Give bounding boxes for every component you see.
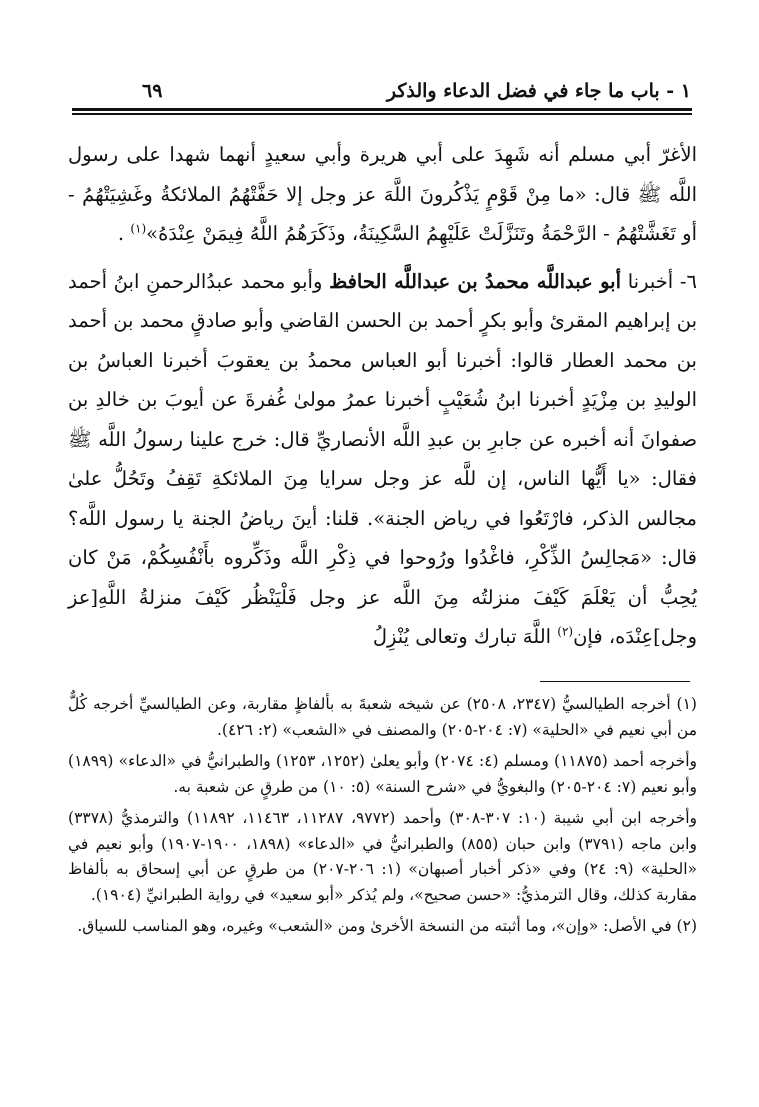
paragraph-hadith-5-end (68, 135, 697, 254)
footnote-1-part-2: وأخرجه أحمد (١١٨٧٥) ومسلم (٤: ٢٠٧٤) وأبو يعلىٰ (١٢٥٢، ١٢٥٣) والطبرانيُّ في «الدعاء» (١٨٩٩) وأبو نعيم (٧: ٢٠٤-٢٠٥) والبغويُّ في «شرح السنة» (٥: ١٠) من طرقٍ عن شعبة به. (68, 752, 697, 796)
main-text (68, 135, 697, 657)
footnote-ref-2[interactable]: (٢) (557, 624, 574, 639)
footnotes (68, 692, 697, 946)
footnote-2: (٢) في الأصل: «وإن»، وما أثبته من النسخة الأخرىٰ ومن «الشعب» وغيره، وهو المناسب للسياق. (77, 917, 697, 935)
paragraph-end: . (117, 222, 131, 245)
footnote-1-part-3: وأخرجه ابن أبي شيبة (١٠: ٣٠٧-٣٠٨) وأحمد (٩٧٧٢، ١١٢٨٧، ١١٤٦٣، ١١٨٩٢) والترمذيُّ (٣٣٧٨) وابن ماجه (٣٧٩١) وابن حبان (٨٥٥) والطبرانيُّ في «الدعاء» (١٨٩٨، ١٩٠٠-١٩٠٧) وأبو نعيم في «الحلية» (٩: ٢٤) وفي «ذكر أخبار أصبهان» (١: ٢٠٦-٢٠٧) من طرقٍ عن أبي إسحاق به بألفاظ مقاربة كذلك، وقال الترمذيُّ: «حسن صحيح»، ولم يُذكر «أبو سعيد» في رواية الطبرانيِّ (١٩٠٤). (68, 809, 698, 904)
footnote-1-part-1: (١) أخرجه الطيالسيُّ (٢٣٤٧، ٢٥٠٨) عن شيخه شعبةَ به بألفاظٍ مقاربة، وعن الطيالسيِّ أخرجه كُلٌّ من أبي نعيم في «الحلية» (٧: ٢٠٤-٢٠٥) والمصنف في «الشعب» (٢: ٤٢٦). (68, 695, 697, 739)
running-title: ١ - باب ما جاء في فضل الدعاء والذكر (386, 80, 691, 102)
footnote-separator (540, 681, 690, 682)
page-number: ٦٩ (142, 80, 163, 102)
paragraph-hadith-6 (68, 262, 697, 657)
page-header (72, 80, 691, 110)
footnote-ref-1[interactable]: (١) (130, 221, 147, 236)
header-rule-thin (72, 113, 692, 115)
hadith-number: ٦- أخبرنا (621, 269, 697, 293)
narrator-name-bold: أبو عبداللَّه محمدُ بن عبداللَّه الحافظ (329, 269, 622, 293)
paragraph-text: الأغرّ أبي مسلم أنه شَهِدَ على أبي هريرة وأبي سعيدٍ أنهما شهدا على رسول اللَّه ﷺ قال: «ما مِنْ قَوْمٍ يَذْكُرونَ اللَّهَ عز وجل إلا حَفَّتْهُمُ الملائكةُ وغَشِيَتْهُمُ - أو تَغَشَّتْهُمُ - الرَّحْمَةُ وتَنَزَّلَتْ عَلَيْهِمُ السَّكِينَةُ، وذَكَرَهُمُ اللَّهُ فِيمَنْ عِنْدَهُ» (68, 143, 697, 245)
paragraph-text: وأبو محمد عبدُالرحمنِ ابنُ أحمد بن إبراهيم المقرئ وأبو بكرٍ أحمد بن الحسن القاضي وأبو صادقٍ محمد بن أحمد بن محمد العطار قالوا: أخبرنا أبو العباس محمدُ بن يعقوبَ أخبرنا العباسُ بن الوليدِ بن مِزْيَدٍ أخبرنا ابنُ شُعَيْبٍ أخبرنا عمرُ مولىٰ غُفرةَ عن أيوبَ بن خالدِ بن صفوانَ أنه أخبره عن جابرِ بن عبدِ اللَّه الأنصاريِّ قال: خرج علينا رسولُ اللَّه ﷺ فقال: «يا أَيُّها الناس، إن للَّه عز وجل سرايا مِنَ الملائكةِ تَقِفُ وتَحُلُّ علىٰ مجالس الذكر، فارْتَعُوا في رياض الجنة». قلنا: أينَ رياضُ الجنة يا رسول اللَّه؟ قال: «مَجالِسُ الذِّكْرِ، فاغْدُوا ورُوحوا في ذِكْرِ اللَّه وذَكِّروه بأَنْفُسِكُمْ، مَنْ كان يُحِبُّ أن يَعْلَمَ كَيْفَ منزلتُه مِنَ اللَّه عز وجل فَلْيَنْظُر كَيْفَ منزلةُ اللَّهِ[عز وجل]عِنْدَه، فإن (68, 269, 697, 648)
paragraph-end: اللَّهَ تبارك وتعالى يُنْزِلُ (372, 625, 558, 648)
header-rule-thick (72, 108, 692, 111)
